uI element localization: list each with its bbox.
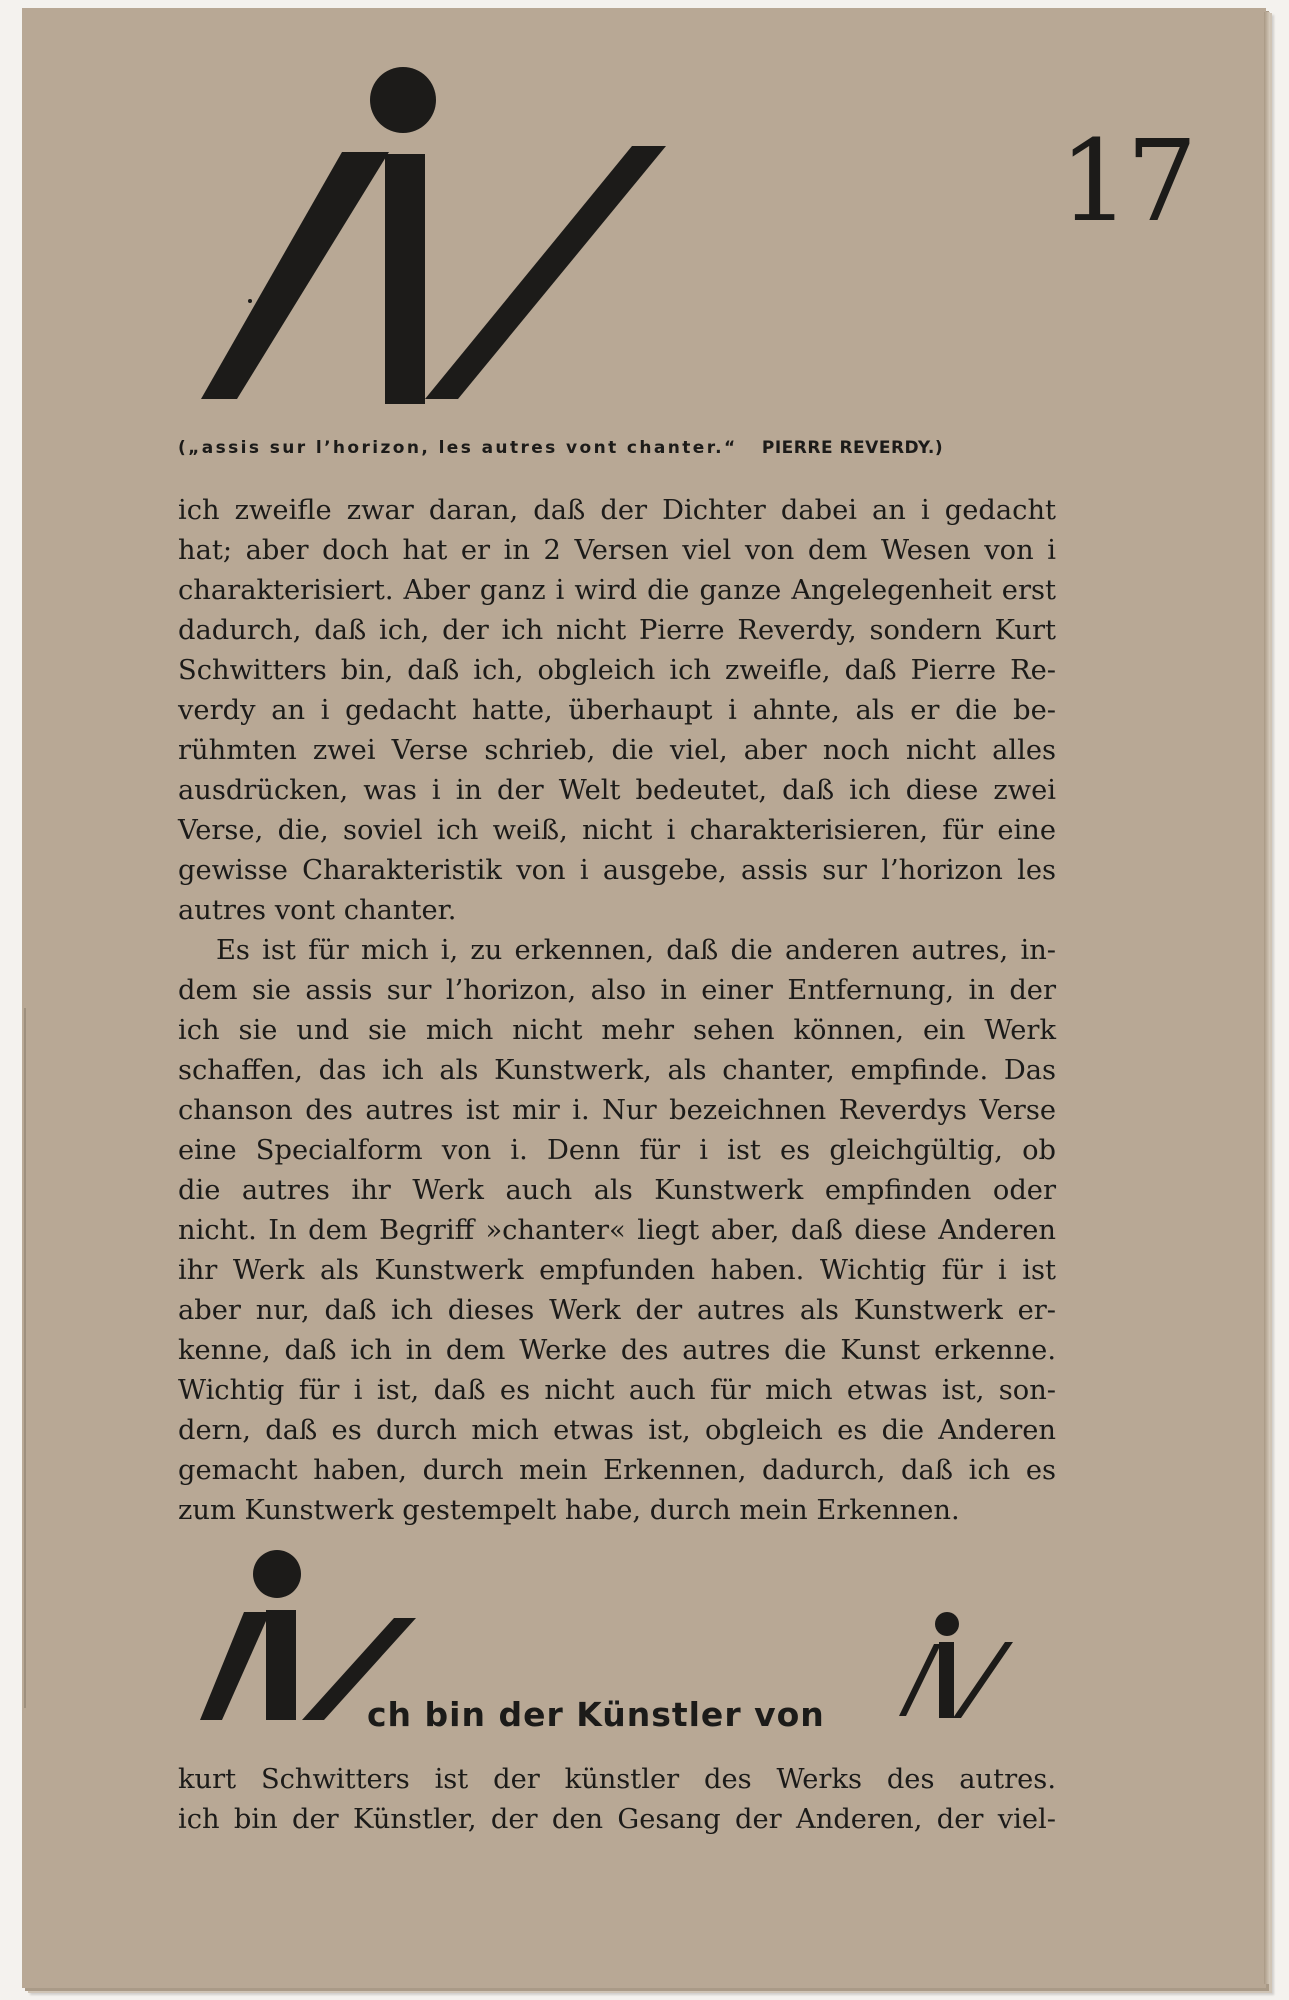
text-line: hat; aber doch hat er in 2 Versen viel von dem Wesen von i — [178, 535, 1056, 566]
text-line: Schwitters bin, daß ich, obgleich ich zweifle, daß Pierre Re- — [178, 655, 1056, 686]
closing-text — [178, 1760, 1056, 1840]
page-number: 17 — [1059, 117, 1194, 247]
text-line: nicht. In dem Begriff »chanter« liegt aber, daß diese Anderen — [178, 1215, 1056, 1246]
text-line: schaffen, das ich als Kunstwerk, als chanter, empfinde. Das — [178, 1055, 1056, 1086]
text-line: zum Kunstwerk gestempelt habe, durch mein Erkennen. — [178, 1495, 960, 1526]
text-line: dadurch, daß ich, der ich nicht Pierre Reverdy, sondern Kurt — [178, 615, 1056, 646]
section-heading: ch bin der Künstler von — [367, 1695, 825, 1734]
text-line: Es ist für mich i, zu erkennen, daß die anderen autres, in- — [216, 935, 1056, 966]
text-line: gemacht haben, durch mein Erkennen, dadurch, daß ich es — [178, 1455, 1056, 1486]
text-line: charakterisiert. Aber ganz i wird die ganze Angelegenheit erst — [178, 575, 1056, 606]
text-line: die autres ihr Werk auch als Kunstwerk empfinden oder — [178, 1175, 1056, 1206]
binding-edge — [24, 1008, 26, 1708]
text-line: dern, daß es durch mich etwas ist, obgleich es die Anderen — [178, 1415, 1056, 1446]
text-line: gewisse Charakteristik von i ausgebe, assis sur l’horizon les — [178, 855, 1056, 886]
text-line: dem sie assis sur l’horizon, also in einer Entfernung, in der — [178, 975, 1056, 1006]
text-line: kurt Schwitters ist der künstler des Werks des autres. — [178, 1764, 1056, 1795]
magazine-page — [22, 8, 1266, 1988]
text-line: rühmten zwei Verse schrieb, die viel, aber noch nicht alles — [178, 735, 1056, 766]
i-logo-large — [200, 58, 670, 430]
epigraph-author: PIERRE REVERDY.) — [761, 438, 944, 458]
text-line: eine Specialform von i. Denn für i ist es gleichgültig, ob — [178, 1135, 1056, 1166]
text-line: verdy an i gedacht hatte, überhaupt i ahnte, als er die be- — [178, 695, 1056, 726]
text-line: ich zweifle zwar daran, daß der Dichter dabei an i gedacht — [178, 495, 1056, 526]
epigraph — [178, 438, 943, 458]
body-text — [178, 491, 1056, 1531]
text-line: ihr Werk als Kunstwerk empfunden haben. Wichtig für i ist — [178, 1255, 1056, 1286]
i-logo-small — [897, 1606, 1017, 1728]
text-line: autres vont chanter. — [178, 895, 457, 926]
text-line: kenne, daß ich in dem Werke des autres die Kunst erkenne. — [178, 1335, 1056, 1366]
text-line: chanson des autres ist mir i. Nur bezeichnen Reverdys Verse — [178, 1095, 1056, 1126]
text-line: aber nur, daß ich dieses Werk der autres als Kunstwerk er- — [178, 1295, 1056, 1326]
text-line: ausdrücken, was i in der Welt bedeutet, daß ich diese zwei — [178, 775, 1056, 806]
text-line: Verse, die, soviel ich weiß, nicht i charakterisieren, für eine — [178, 815, 1056, 846]
text-line: ich bin der Künstler, der den Gesang der Anderen, der viel- — [178, 1804, 1056, 1835]
text-line: Wichtig für i ist, daß es nicht auch für mich etwas ist, son- — [178, 1375, 1056, 1406]
epigraph-quote: („assis sur l’horizon, les autres vont chanter.“ — [178, 438, 738, 458]
page-edge — [1264, 12, 1270, 1984]
text-line: ich sie und sie mich nicht mehr sehen können, ein Werk — [178, 1015, 1056, 1046]
